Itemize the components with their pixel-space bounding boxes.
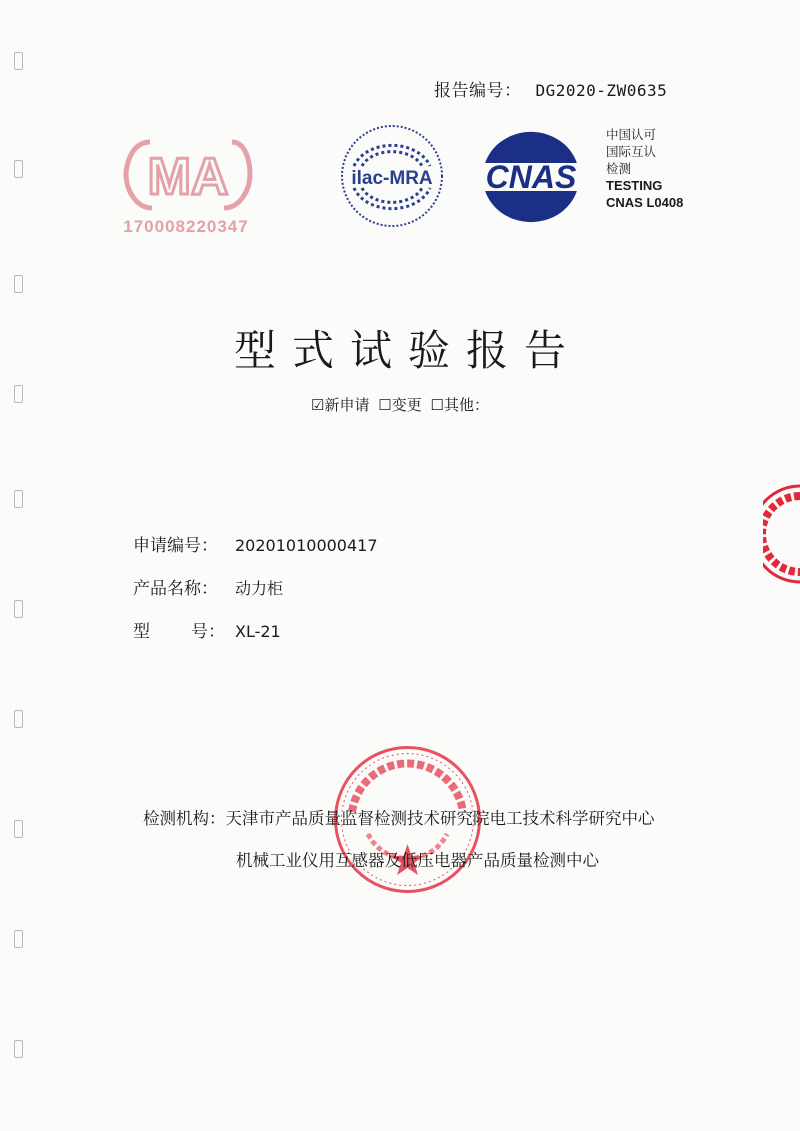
binder-hole xyxy=(14,600,23,618)
cma-number: 170008220347 xyxy=(123,217,249,236)
binder-hole xyxy=(14,275,23,293)
report-number xyxy=(434,76,667,101)
report-title: 型式试验报告 xyxy=(233,326,582,375)
binder-hole xyxy=(14,490,23,508)
cma-logo xyxy=(120,128,255,238)
cnas-line: 中国认可 xyxy=(606,127,657,142)
model-label-char: 号： xyxy=(191,622,225,642)
cnas-line: TESTING xyxy=(606,178,663,193)
ilac-text: ilac-MRA xyxy=(351,168,433,189)
cnas-accreditation-text xyxy=(606,126,683,211)
testing-org-row-2 xyxy=(236,847,599,871)
cnas-logo xyxy=(470,127,592,227)
application-number-row xyxy=(133,531,378,556)
cnas-line: 检测 xyxy=(606,161,632,176)
cnas-text: CNAS xyxy=(485,159,577,195)
testing-org-label: 检测机构： xyxy=(143,809,226,828)
binder-hole xyxy=(14,160,23,178)
application-number-label: 申请编号： xyxy=(133,536,218,556)
model-label-char: 型 xyxy=(133,622,150,642)
option-change: ☐变更 xyxy=(378,396,422,414)
cnas-line: CNAS L0408 xyxy=(606,195,684,210)
binder-hole xyxy=(14,930,23,948)
binder-holes xyxy=(14,0,28,1131)
testing-org-line-1: 天津市产品质量监督检测技术研究院电工技术科学研究中心 xyxy=(225,809,655,828)
binder-hole xyxy=(14,1040,23,1058)
edge-seal xyxy=(763,482,800,587)
testing-org-line-2: 机械工业仪用互感器及低压电器产品质量检测中心 xyxy=(236,851,599,870)
testing-org-row-1 xyxy=(143,805,655,829)
report-number-label: 报告编号： xyxy=(434,81,522,101)
report-number-value: DG2020-ZW0635 xyxy=(535,81,668,100)
binder-hole xyxy=(14,52,23,70)
binder-hole xyxy=(14,820,23,838)
option-other: ☐其他： xyxy=(430,396,489,414)
product-name-row xyxy=(133,574,283,599)
product-name-value: 动力柜 xyxy=(235,579,284,598)
model-label xyxy=(133,617,235,642)
model-row xyxy=(133,617,281,642)
binder-hole xyxy=(14,710,23,728)
cma-letters: MA xyxy=(147,148,229,206)
cnas-line: 国际互认 xyxy=(606,144,657,159)
option-new-application: ☑新申请 xyxy=(311,396,370,414)
ilac-mra-logo xyxy=(338,122,446,230)
application-type-options xyxy=(0,394,800,415)
model-value: XL-21 xyxy=(235,622,281,641)
application-number-value: 20201010000417 xyxy=(235,536,378,555)
product-name-label: 产品名称： xyxy=(133,579,218,599)
